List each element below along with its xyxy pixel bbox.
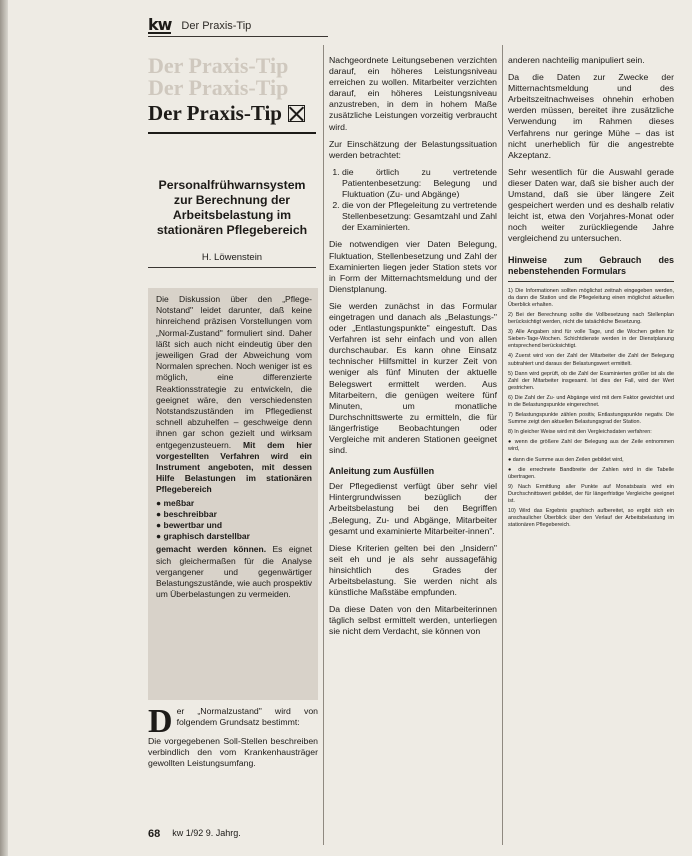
page-gutter-shadow: [0, 0, 8, 856]
masthead-rule: [148, 132, 316, 134]
usage-note: 7) Belastungspunkte zählen positiv, Entlastungspunkte negativ. Die Summe zeigt den aktuellen Belastungsgrad der Station.: [508, 412, 674, 426]
issue-info: kw 1/92 9. Jahrg.: [172, 828, 241, 838]
body-start-lead: er „Normalzustand" wird von folgendem Grundsatz bestimmt:: [176, 706, 318, 727]
usage-note: 8) In gleicher Weise wird mit den Vergleichsdaten verfahren:: [508, 429, 652, 436]
paragraph: Zur Einschätzung der Belastungssituation werden betrachtet:: [329, 138, 497, 160]
author-rule: [148, 267, 316, 268]
right-column: [508, 55, 674, 835]
section-heading: Hinweise zum Gebrauch des nebenstehenden Formulars: [508, 254, 674, 276]
left-column: [148, 55, 316, 268]
crossed-box-icon: [288, 105, 305, 122]
abstract-box: [148, 288, 318, 700]
heading-rule: [508, 281, 674, 282]
abstract-intro: Die Diskussion über den „Pflege-Notstand" leidet darunter, daß keine hinreichend präzisen Vorstellungen vom „Normal-Zustand" formuliert sind. Daher läßt sich auch nicht eindeutig über den jeweiligen Grad der Abweichung vom Normalen sprechen. Noch weniger ist es möglich, eine differenzierte Reaktionsstrategie zu entwickeln, die geeignet wäre, den verschiedensten Notstandszuständen im Pflegedienst schnell abzuhelfen – geschweige denn ihnen gar schon gezielt und wirksam entgegenzusteuern.: [156, 294, 312, 450]
body-start-text: Die vorgegebenen Soll-Stellen beschreiben verbindlich den vom Krankenhausträger gewollten Leistungsumfang.: [148, 736, 318, 768]
section-heading: Anleitung zum Ausfüllen: [329, 466, 435, 477]
abstract-bold-tail: gemacht werden können.: [156, 544, 267, 555]
abstract-bold-lead: Mit dem hier vorgestellten Verfahren wird ein Instrument angeboten, mit dessen Hilfe Belastungen im stationären Pflegebereich: [156, 439, 312, 495]
list-item: 1. die örtlich zu vertretende Patientenbesetzung: Belegung und Fluktuation (Zu- und Abgänge): [342, 167, 497, 200]
paragraph: Diese Kriterien gelten bei den „Insidern" seit eh und je als sehr aussagefähig hinsichtlich des Grades der Arbeitsbelastung. Sie werden nicht als künstliche Maßstäbe empfunden.: [329, 542, 497, 598]
usage-note: 10) Wird das Ergebnis graphisch aufbereitet, so ergibt sich ein anschaulicher Überblick über den Verlauf der Arbeitsbelastung im stationären Pflegebereich.: [508, 508, 674, 529]
body-start: [148, 703, 318, 769]
usage-note: 5) Dann wird geprüft, ob die Zahl der Examinierten größer ist als die Zahl der Mitarbeiter insgesamt. Ist dies der Fall, wird der Wert gestrichen.: [508, 370, 674, 391]
paragraph: Da die Daten zur Zwecke der Mitternachtsmeldung und des Arbeitszeitnachweises ohnehin erhoben werden müssen, bereitet ihre zusätzliche Verwendung im Rahmen dieses Verfahrens nur geringe Mühe – das ist nicht unerheblich für die angestrebte Akzeptanz.: [508, 72, 674, 160]
usage-note: 9) Nach Ermittlung aller Punkte auf Monatsbasis wird ein Durchschnittswert gebildet, der für längerfristige Vergleiche geeignet ist.: [508, 483, 674, 505]
column-divider: [502, 45, 503, 845]
article-title: Personalfrühwarnsystem zur Berechnung der Arbeitsbelastung im stationären Pflegebereich: [156, 178, 308, 237]
usage-note: 2) Bei der Berechnung sollte die Vollbesetzung nach Stellenplan berücksichtigt werden, nicht die tatsächliche Besetzung.: [508, 311, 674, 326]
usage-note: 6) Die Zahl der Zu- und Abgänge wird mit dem Faktor gewichtet und in die Belastungspunkte eingerechnet.: [508, 394, 674, 408]
page-footer: [148, 828, 241, 840]
kw-logo: kw: [148, 15, 172, 34]
abstract-bullet: ● meßbar: [156, 498, 312, 509]
paragraph: Nachgeordnete Leitungsebenen verzichten darauf, ein höheres Leistungsniveau erreichen zu wollen. Mitarbeiter verzichten darauf, ein höheres Leistungsniveau anzustreben, in dem in hohem Maße zusätzliche Leistungen vorzeitig verbraucht wird.: [329, 55, 497, 132]
list-item: 2. die von der Pflegeleitung zu vertretende Stellenbesetzung: Gesamtzahl und Zahl der Examinierten.: [342, 200, 497, 233]
usage-note: 1) Die Informationen sollten möglichst zeitnah eingegeben werden, da dann die Station und die Pflegeleitung einen möglichst aktuellen Überblick erhalten.: [508, 287, 674, 308]
column-divider: [323, 45, 324, 845]
usage-note: ● dann die Summe aus den Zeilen gebildet wird,: [508, 456, 624, 463]
running-header: [148, 15, 252, 34]
criteria-list: [329, 167, 497, 234]
paragraph: Da diese Daten von den Mitarbeiterinnen täglich selbst ermittelt werden, unterliegen sie nicht dem Verdacht, sie können von: [329, 604, 497, 637]
drop-cap: D: [148, 703, 173, 740]
paragraph: Die notwendigen vier Daten Belegung, Fluktuation, Stellenbesetzung und Zahl der Examinierten liegen jeder Station stets vor in Form der Mitternachtsmeldung und der Dienstplanung.: [329, 239, 497, 294]
usage-note: ● die errechnete Bandbreite der Zahlen wird in die Tabelle übertragen.: [508, 466, 674, 480]
paragraph: Sie werden zunächst in das Formular eingetragen und danach als „Belastungs-" oder „Entlastungspunkte" eingestuft. Das Verfahren ist sehr einfach und von allen durchschaubar. Es kann ohne Einsatz technischer Hilfsmittel in kurzer Zeit von weniger als fünf Minuten der aktuelle Belegswert ermittelt werden. Aus Mitarbeitern, die genügen weitere fünf Minuten, um monatliche Durchschnittswerte zu ermitteln, die für längerfristige Beobachtungen oder Vergleiche mit anderen Stationen geeignet sind.: [329, 300, 497, 456]
middle-column: [329, 55, 497, 855]
article-author: H. Löwenstein: [201, 252, 263, 263]
usage-note: 3) Alle Angaben sind für volle Tage, und die Wochen gelten für Sieben-Tage-Wochen. Schichtdienste werden in der Dienstplanung entsprechend berücksichtigt.: [508, 329, 674, 350]
abstract-bullet: ● bewertbar und: [156, 520, 312, 531]
abstract-outro: Es eignet sich gleichermaßen für die Analyse vergangener und gegenwärtiger Belastungszustände, wie auch prospektiv um Überbelastungen zu vermeiden.: [156, 544, 312, 600]
usage-note: 4) Zuerst wird von der Zahl der Mitarbeiter die Zahl der Belegung subtrahiert und daraus der Belastungswert ermittelt.: [508, 353, 674, 367]
usage-note: ● wenn die größere Zahl der Belegung aus der Zeile entnommen wird,: [508, 439, 674, 453]
running-header-title: Der Praxis-Tip: [181, 20, 252, 32]
masthead-ghost-2: Der Praxis-Tip: [148, 75, 289, 100]
page-number: 68: [148, 828, 161, 840]
header-rule: [148, 36, 328, 37]
masthead-title: [148, 101, 316, 126]
abstract-bullet: ● beschreibbar: [156, 509, 312, 520]
usage-notes: [508, 288, 674, 530]
paragraph: anderen nachteilig manipuliert sein.: [508, 55, 645, 65]
abstract-bullet: ● graphisch darstellbar: [156, 531, 312, 542]
masthead-title-text: Der Praxis-Tip: [148, 101, 282, 125]
abstract-bullets: [156, 498, 312, 543]
paragraph: Sehr wesentlich für die Auswahl gerade dieser Daten war, daß sie bisher auch der Umstand, daß sie über längere Zeit gespeichert werden und es deshalb relativ leicht ist, etwa den Vorjahres-Monat oder noch weiter zurückliegende Jahre vergleichend zu untersuchen.: [508, 166, 674, 244]
masthead-ghost-1: Der Praxis-Tip: [148, 53, 289, 78]
paragraph: Der Pflegedienst verfügt über sehr viel Hintergrundwissen bezüglich der Arbeitsbelastung bei den Begriffen „Belegung, Zu- und Abgänge, Mitarbeiter gesamt und examinierte Mitarbeiter-innen".: [329, 481, 497, 536]
